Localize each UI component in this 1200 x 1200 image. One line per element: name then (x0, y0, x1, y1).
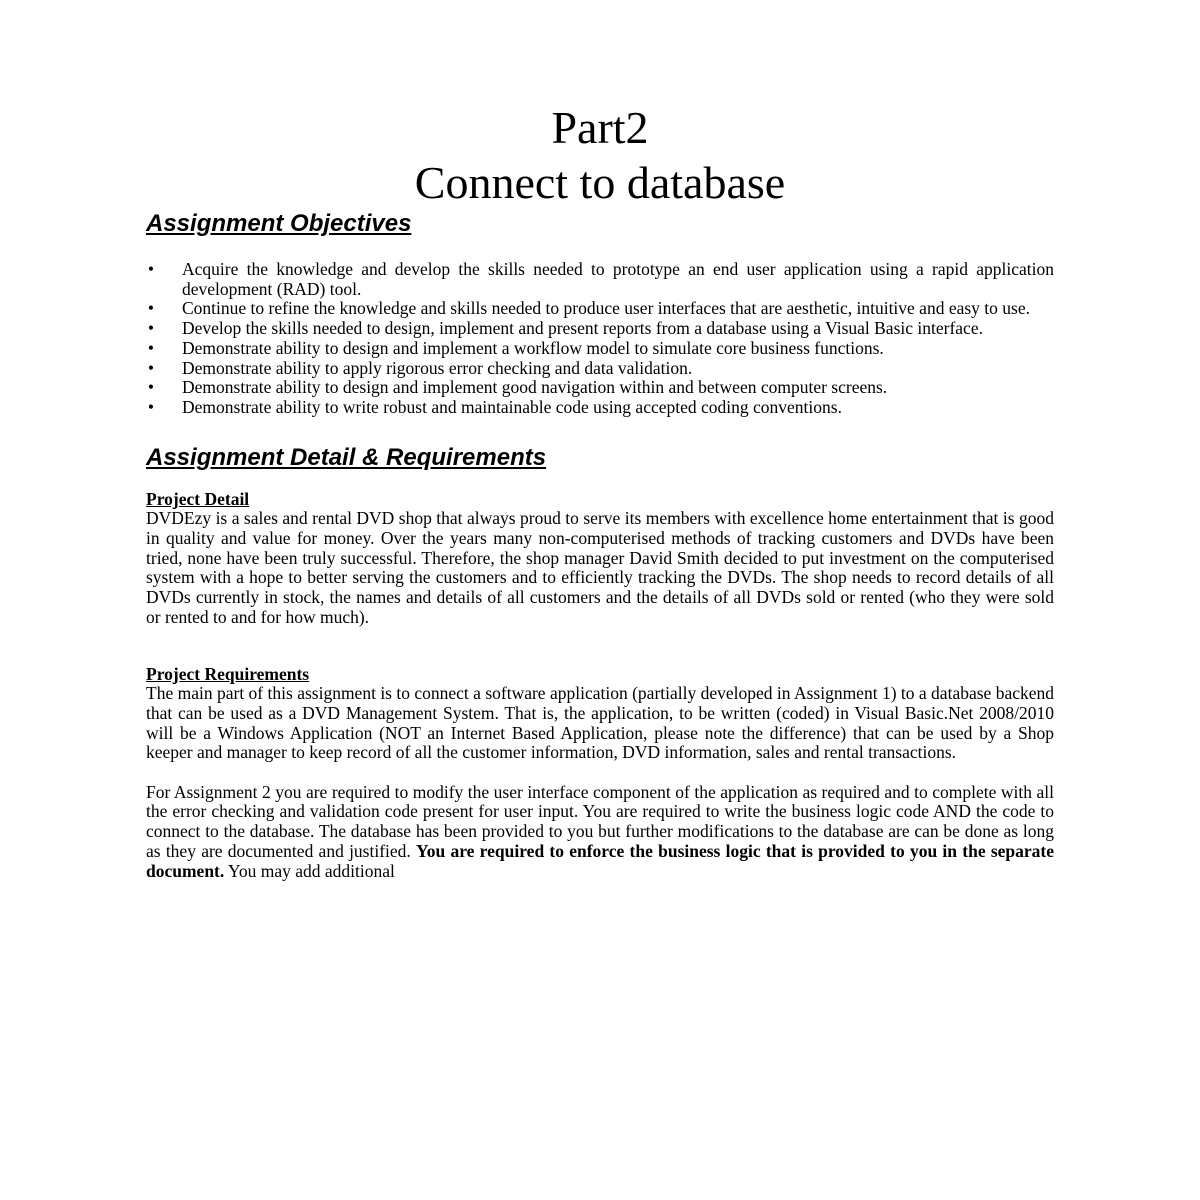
assignment2-text-start: For Assignment 2 you are required to modify the user interface component of the application as required and to complete with all the error checking and validation code present for user input. You are required to write the business logic code AND the code to connect to the database. The database has been provided to you but further modifications to the database are can be done as long as they are documented and justified. (146, 781, 1054, 861)
objective-item (146, 398, 1054, 418)
objective-item (146, 378, 1054, 398)
assignment2-text-bold: You are required to enforce the business logic that is provided to you in the separate document. (146, 840, 1055, 881)
bullet-icon: • (147, 337, 155, 358)
objective-text: Demonstrate ability to apply rigorous error checking and data validation. (182, 357, 693, 378)
document-page (146, 100, 1054, 881)
objective-item (146, 260, 1054, 299)
objective-text: Develop the skills needed to design, implement and present reports from a database using a Visual Basic interface. (182, 318, 983, 339)
assignment2-text-end: You may add additional (224, 860, 395, 881)
bullet-icon: • (147, 357, 155, 378)
objective-text: Demonstrate ability to design and implement good navigation within and between computer screens. (182, 377, 888, 398)
objective-text: Demonstrate ability to write robust and maintainable code using accepted coding conventions. (182, 396, 842, 417)
bullet-icon: • (147, 377, 155, 398)
objective-text: Demonstrate ability to design and implement a workflow model to simulate core business functions. (182, 337, 884, 358)
objective-item (146, 359, 1054, 379)
objective-text: Continue to refine the knowledge and skills needed to produce user interfaces that are aesthetic, intuitive and easy to use. (182, 298, 1030, 319)
title-line-2: Connect to database (414, 157, 786, 208)
project-requirements-paragraph: The main part of this assignment is to connect a software application (partially developed in Assignment 1) to a database backend that can be used as a DVD Management System. That is, the application, to be written (coded) in Visual Basic.Net 2008/2010 will be a Windows Application (NOT an Internet Based Application, please note the difference) that can be used by a Shop keeper and manager to keep record of all the customer information, DVD information, sales and rental transactions. (146, 683, 1054, 763)
bullet-icon: • (147, 298, 155, 319)
objective-text: Acquire the knowledge and develop the skills needed to prototype an end user application using a rapid application development (RAD) tool. (182, 259, 1054, 299)
objective-item (146, 299, 1054, 319)
objectives-list (146, 260, 1054, 418)
project-requirements-heading: Project Requirements (146, 663, 310, 684)
detail-requirements-heading: Assignment Detail & Requirements (146, 443, 547, 471)
title-line-1: Part2 (551, 102, 649, 153)
bullet-icon: • (147, 318, 155, 339)
project-detail-paragraph: DVDEzy is a sales and rental DVD shop that always proud to serve its members with excellence home entertainment that is good in quality and value for money. Over the years many non-computerised methods of tracking customers and DVDs have been tried, none have been truly successful. Therefore, the shop manager David Smith decided to put investment on the computerised system with a hope to better serving the customers and to efficiently tracking the DVDs. The shop needs to record details of all DVDs currently in stock, the names and details of all customers and the details of all DVDs sold or rented (who they were sold or rented to and for how much). (146, 508, 1054, 627)
page-title (146, 100, 1054, 210)
bullet-icon: • (147, 259, 155, 279)
objective-item (146, 319, 1054, 339)
assignment2-paragraph (146, 783, 1054, 882)
project-detail-heading: Project Detail (146, 488, 250, 509)
objectives-heading: Assignment Objectives (146, 210, 412, 237)
bullet-icon: • (147, 396, 155, 417)
objective-item (146, 339, 1054, 359)
